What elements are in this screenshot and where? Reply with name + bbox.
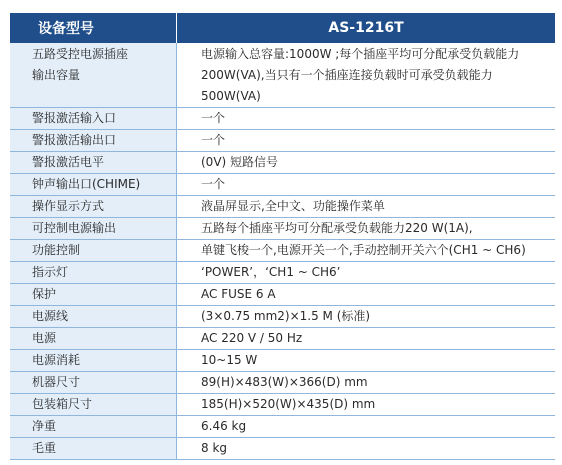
row-label	[10, 372, 176, 393]
row-label	[10, 152, 176, 173]
row-label	[10, 130, 176, 151]
row-label	[10, 438, 176, 459]
row-value	[176, 196, 555, 217]
row-label-line: 包装箱尺寸	[32, 397, 93, 411]
row-value	[176, 416, 555, 437]
header-label: 设备型号	[38, 21, 94, 37]
row-value-line: AC 220 V / 50 Hz	[201, 331, 303, 345]
row-label	[10, 328, 176, 349]
row-label-line: 保护	[32, 287, 57, 301]
row-value-line: (0V) 短路信号	[201, 155, 279, 169]
row-label-line: 指示灯	[32, 265, 69, 279]
row-value	[176, 372, 555, 393]
row-label	[10, 306, 176, 327]
table-row	[10, 350, 555, 372]
table-header	[10, 13, 555, 43]
row-value-line: 五路每个插座平均可分配承受负载能力220 W(1A),	[201, 221, 473, 235]
row-value	[176, 152, 555, 173]
row-value	[176, 328, 555, 349]
row-label-line: 电源线	[32, 309, 69, 323]
table-row	[10, 372, 555, 394]
table-row	[10, 328, 555, 350]
row-value-line: 89(H)×483(W)×366(D) mm	[201, 375, 368, 389]
table-row	[10, 196, 555, 218]
table-row	[10, 174, 555, 196]
row-value-line: 液晶屏显示,全中文、功能操作菜单	[201, 199, 385, 213]
row-value-line: 一个	[201, 133, 226, 147]
row-value-line: AC FUSE 6 A	[201, 287, 276, 301]
table-row	[10, 306, 555, 328]
header-model: AS-1216T	[176, 13, 555, 43]
row-value	[176, 262, 555, 283]
row-value	[176, 43, 555, 107]
row-value	[176, 350, 555, 371]
row-value-line: 6.46 kg	[201, 419, 247, 433]
row-label	[10, 108, 176, 129]
table-row	[10, 240, 555, 262]
row-value-line: 一个	[201, 177, 226, 191]
row-label-line: 输出容量	[32, 68, 81, 82]
row-value-line: 500W(VA)	[201, 89, 261, 103]
row-value-line: 单键飞梭一个,电源开关一个,手动控制开关六个(CH1 ~ CH6)	[201, 243, 526, 257]
row-value	[176, 174, 555, 195]
row-label-line: 毛重	[32, 441, 57, 455]
table-row	[10, 438, 555, 460]
row-label-line: 钟声输出口(CHIME)	[32, 177, 141, 191]
row-label	[10, 416, 176, 437]
row-label-line: 警报激活输入口	[32, 111, 117, 125]
spec-table	[10, 13, 555, 460]
table-row	[10, 152, 555, 174]
row-label-line: 操作显示方式	[32, 199, 105, 213]
row-label-line: 警报激活电平	[32, 155, 105, 169]
row-value-line: 8 kg	[201, 441, 228, 455]
table-row	[10, 43, 555, 108]
row-label	[10, 262, 176, 283]
row-value	[176, 130, 555, 151]
row-label	[10, 218, 176, 239]
row-value-line: ‘POWER’，‘CH1 ~ CH6’	[201, 265, 341, 279]
row-label	[10, 350, 176, 371]
table-body	[10, 43, 555, 460]
table-row	[10, 416, 555, 438]
table-row	[10, 262, 555, 284]
row-value-line: 10~15 W	[201, 353, 258, 367]
row-label	[10, 43, 176, 107]
row-value	[176, 306, 555, 327]
row-value-line: 电源输入总容量:1000W ;每个插座平均可分配承受负载能力	[201, 47, 520, 61]
table-row	[10, 108, 555, 130]
table-row	[10, 218, 555, 240]
row-label-line: 电源消耗	[32, 353, 81, 367]
row-value	[176, 438, 555, 459]
row-label	[10, 394, 176, 415]
row-label-line: 警报激活输出口	[32, 133, 117, 147]
row-value-line: 185(H)×520(W)×435(D) mm	[201, 397, 376, 411]
table-row	[10, 394, 555, 416]
row-value	[176, 108, 555, 129]
row-value	[176, 284, 555, 305]
row-label-line: 五路受控电源插座	[32, 47, 129, 61]
row-label-line: 电源	[32, 331, 57, 345]
row-value-line: 一个	[201, 111, 226, 125]
row-label-line: 可控制电源输出	[32, 221, 117, 235]
row-value-line: 200W(VA),当只有一个插座连接负载时可承受负载能力	[201, 68, 493, 82]
row-label-line: 功能控制	[32, 243, 81, 257]
row-label-line: 机器尺寸	[32, 375, 81, 389]
row-label	[10, 284, 176, 305]
row-value-line: (3×0.75 mm2)×1.5 M (标准)	[201, 309, 371, 323]
row-label	[10, 240, 176, 261]
row-label-line: 净重	[32, 419, 57, 433]
row-label	[10, 174, 176, 195]
row-value	[176, 394, 555, 415]
row-label	[10, 196, 176, 217]
table-row	[10, 130, 555, 152]
row-value	[176, 240, 555, 261]
table-row	[10, 284, 555, 306]
row-value	[176, 218, 555, 239]
